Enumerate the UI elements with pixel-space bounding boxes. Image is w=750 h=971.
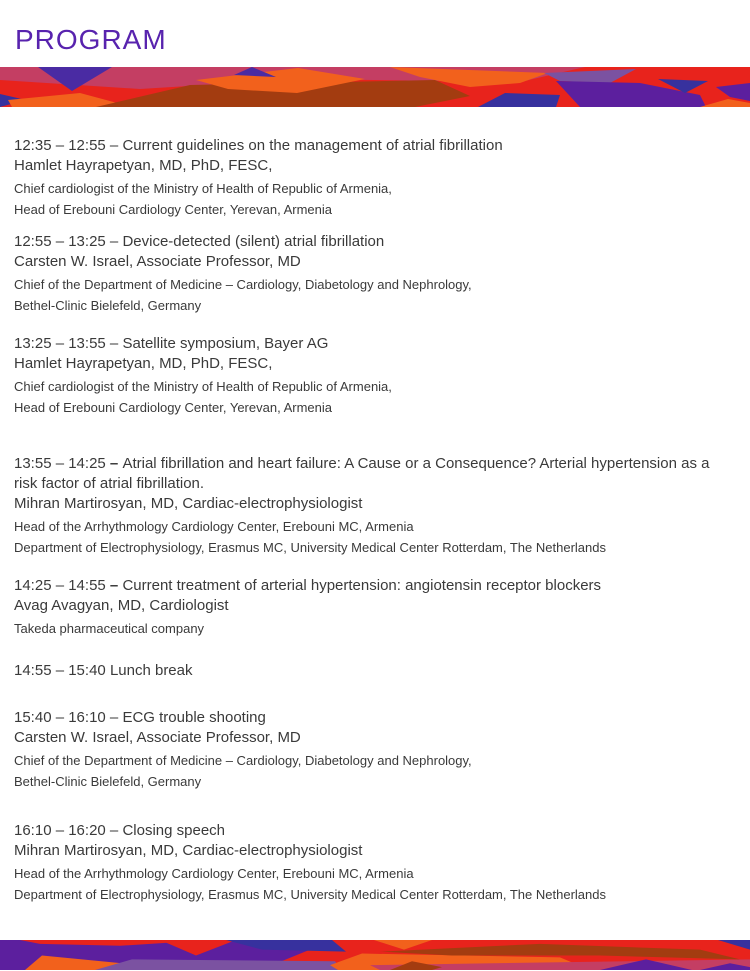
affiliation-line: Head of the Arrhythmology Cardiology Center, Erebouni MC, Armenia — [14, 519, 414, 535]
affiliation-line: Department of Electrophysiology, Erasmus MC, University Medical Center Rotterdam, The Netherlands — [14, 540, 606, 556]
session-affiliations — [14, 274, 736, 316]
session-separator: – — [105, 137, 123, 155]
session-block — [14, 232, 736, 316]
affiliation-line: Department of Electrophysiology, Erasmus MC, University Medical Center Rotterdam, The Netherlands — [14, 887, 606, 903]
session-title: Lunch break — [109, 662, 193, 680]
session-speaker: Carsten W. Israel, Associate Professor, MD — [14, 729, 301, 747]
session-time: 13:25 – 13:55 — [14, 335, 106, 353]
session-heading — [14, 661, 736, 681]
session-speaker: Mihran Martirosyan, MD, Cardiac-electrophysiologist — [14, 842, 363, 860]
session-title: Current treatment of arterial hypertension: angiotensin receptor blockers — [122, 577, 602, 595]
session-time: 12:35 – 12:55 — [14, 137, 106, 155]
session-separator: – — [105, 455, 123, 473]
session-time: 12:55 – 13:25 — [14, 233, 106, 251]
session-title: ECG trouble shooting — [122, 709, 266, 727]
bottom-banner-graphic — [0, 940, 750, 970]
affiliation-line: Head of Erebouni Cardiology Center, Yerevan, Armenia — [14, 400, 332, 416]
session-affiliations — [14, 178, 736, 220]
session-speaker: Mihran Martirosyan, MD, Cardiac-electrophysiologist — [14, 495, 363, 513]
session-heading — [14, 334, 736, 354]
session-title: Satellite symposium, Bayer AG — [122, 335, 329, 353]
affiliation-line: Bethel-Clinic Bielefeld, Germany — [14, 298, 202, 314]
session-block — [14, 334, 736, 418]
session-block — [14, 821, 736, 905]
session-separator: – — [105, 709, 123, 727]
session-affiliations — [14, 516, 736, 558]
session-title: Atrial fibrillation and heart failure: A Cause or a Consequence? Arterial hypertension as a risk factor of atrial fibrillation. — [14, 455, 710, 493]
session-time: 14:55 – 15:40 — [14, 662, 106, 680]
session-affiliations — [14, 618, 736, 639]
session-block — [14, 136, 736, 220]
top-banner-graphic — [0, 67, 750, 107]
session-block — [14, 576, 736, 639]
session-title: Current guidelines on the management of atrial fibrillation — [122, 137, 503, 155]
affiliation-line: Chief cardiologist of the Ministry of Health of Republic of Armenia, — [14, 181, 392, 197]
session-separator: – — [105, 335, 123, 353]
session-speaker: Hamlet Hayrapetyan, MD, PhD, FESC, — [14, 355, 273, 373]
session-block — [14, 661, 736, 681]
page-title: PROGRAM — [15, 24, 167, 55]
program-content — [0, 107, 750, 905]
affiliation-line: Takeda pharmaceutical company — [14, 621, 205, 637]
session-affiliations — [14, 750, 736, 792]
session-separator: – — [105, 233, 123, 251]
session-time: 13:55 – 14:25 — [14, 455, 106, 473]
session-title: Closing speech — [122, 822, 226, 840]
session-time: 15:40 – 16:10 — [14, 709, 106, 727]
session-speaker: Avag Avagyan, MD, Cardiologist — [14, 597, 229, 615]
session-block — [14, 454, 736, 558]
affiliation-line: Chief of the Department of Medicine – Cardiology, Diabetology and Nephrology, — [14, 753, 472, 769]
session-separator: – — [105, 822, 123, 840]
session-heading — [14, 708, 736, 728]
affiliation-line: Head of the Arrhythmology Cardiology Center, Erebouni MC, Armenia — [14, 866, 414, 882]
session-time: 14:25 – 14:55 — [14, 577, 106, 595]
affiliation-line: Chief of the Department of Medicine – Cardiology, Diabetology and Nephrology, — [14, 277, 472, 293]
session-heading — [14, 576, 736, 596]
session-affiliations — [14, 863, 736, 905]
session-title: Device-detected (silent) atrial fibrillation — [122, 233, 385, 251]
affiliation-line: Chief cardiologist of the Ministry of Health of Republic of Armenia, — [14, 379, 392, 395]
session-affiliations — [14, 376, 736, 418]
session-heading — [14, 136, 736, 156]
session-speaker: Carsten W. Israel, Associate Professor, MD — [14, 253, 301, 271]
session-time: 16:10 – 16:20 — [14, 822, 106, 840]
session-heading — [14, 232, 736, 252]
program-sessions — [14, 136, 736, 905]
session-heading — [14, 821, 736, 841]
session-separator: – — [105, 577, 123, 595]
session-block — [14, 708, 736, 792]
affiliation-line: Bethel-Clinic Bielefeld, Germany — [14, 774, 202, 790]
affiliation-line: Head of Erebouni Cardiology Center, Yerevan, Armenia — [14, 202, 332, 218]
session-speaker: Hamlet Hayrapetyan, MD, PhD, FESC, — [14, 157, 273, 175]
session-heading — [14, 454, 736, 494]
